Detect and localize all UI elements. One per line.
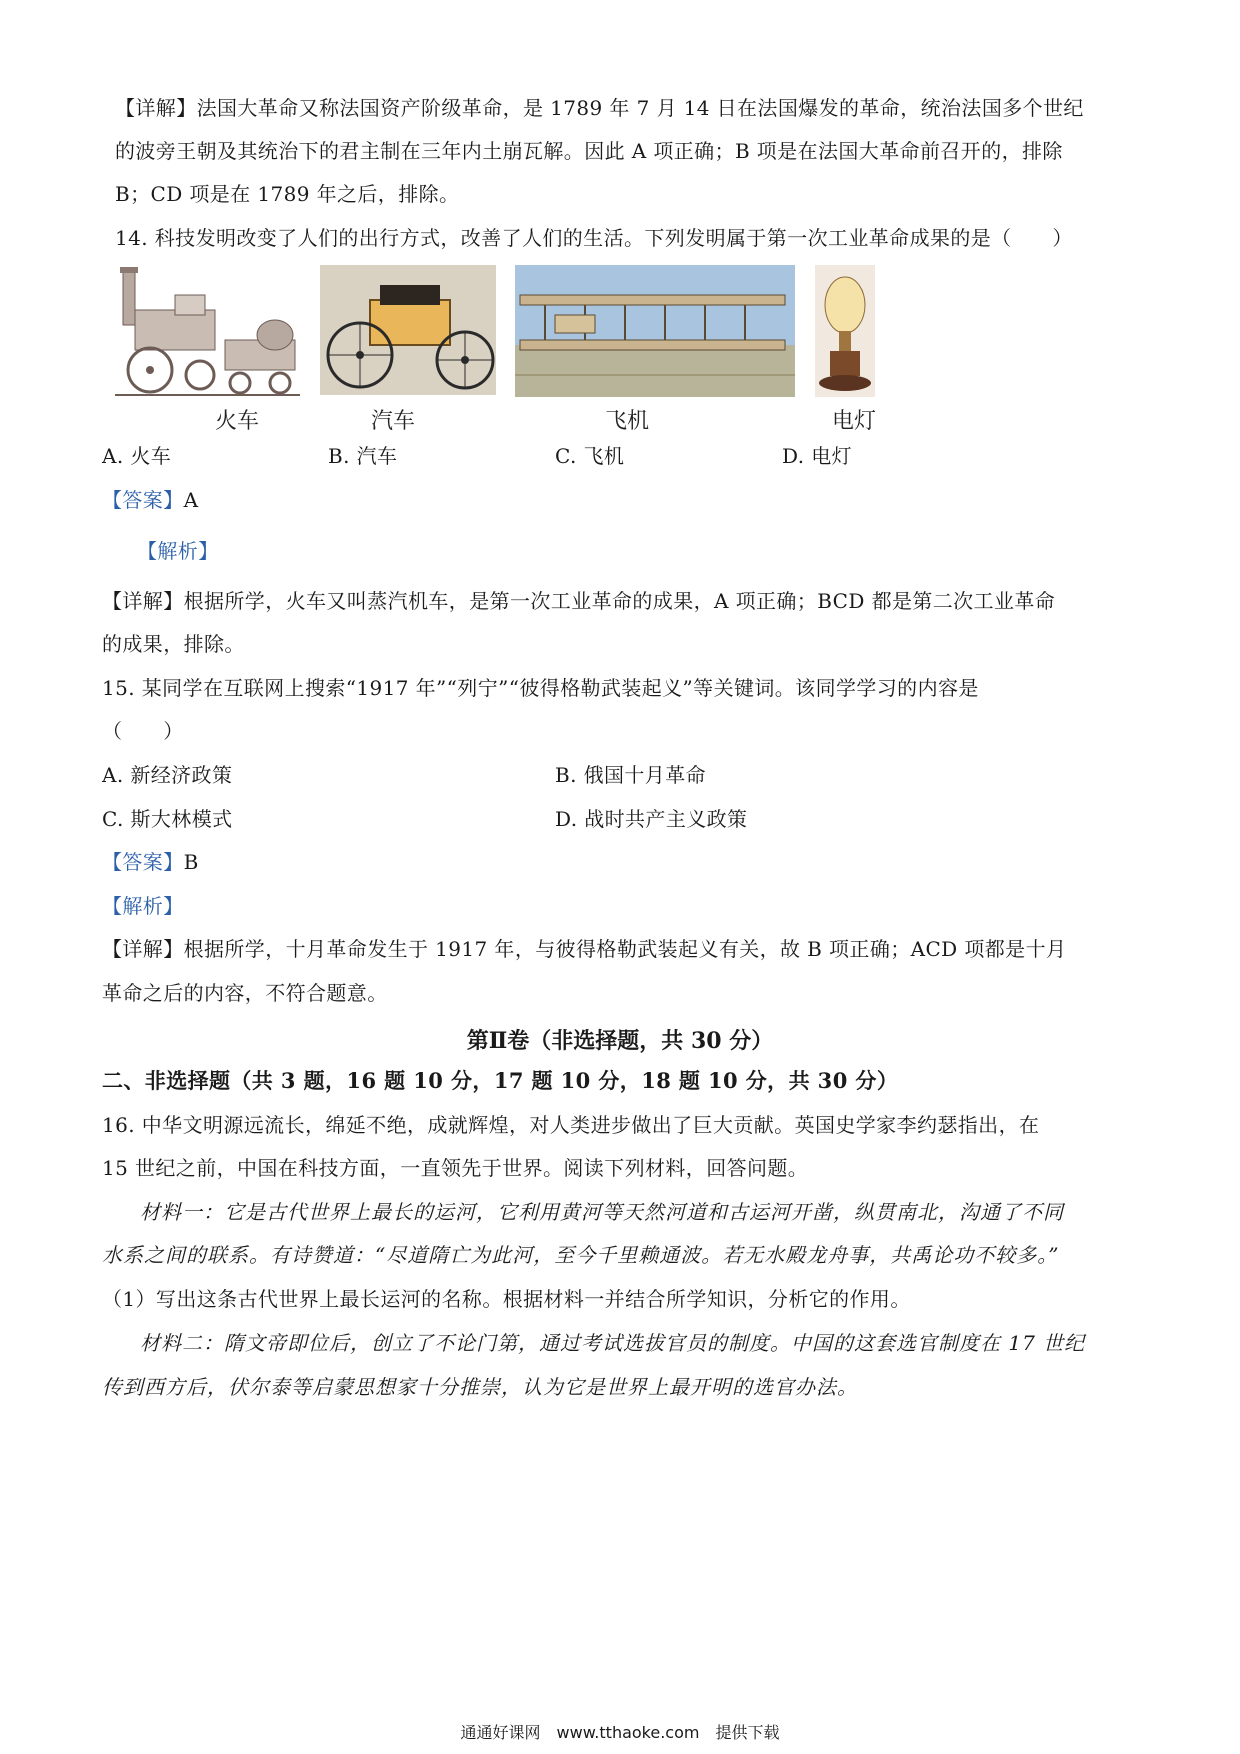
q15-stem-line2: （ ）	[102, 719, 184, 743]
q14-answer: 【答案】A	[102, 488, 199, 512]
q16-material2-line2: 传到西方后，伏尔泰等启蒙思想家十分推崇，认为它是世界上最开明的选官办法。	[102, 1375, 858, 1399]
q14-option-d: D. 电灯	[782, 444, 853, 468]
page-footer: 通通好课网 www.tthaoke.com 提供下载	[460, 1723, 780, 1742]
q15-stem-line1: 15. 某同学在互联网上搜索“1917 年”“列宁”“彼得格勒武装起义”等关键词。该同学学习的内容是	[102, 676, 979, 700]
q13-detail-line2: 的波旁王朝及其统治下的君主制在三年内土崩瓦解。因此 A 项正确；B 项是在法国大革命前召开的，排除	[115, 139, 1063, 163]
caption-lamp: 电灯	[832, 409, 877, 434]
train-image	[115, 265, 300, 400]
q15-option-d: D. 战时共产主义政策	[555, 807, 748, 831]
q14-option-c: C. 飞机	[555, 444, 625, 468]
caption-car: 汽车	[371, 409, 416, 434]
caption-train: 火车	[215, 409, 260, 434]
q16-stem-line1: 16. 中华文明源远流长，绵延不绝，成就辉煌，对人类进步做出了巨大贡献。英国史学家李约瑟指出，在	[102, 1113, 1040, 1137]
q15-detail-line1: 【详解】根据所学，十月革命发生于 1917 年，与彼得格勒武装起义有关，故 B 项正确；ACD 项都是十月	[102, 937, 1067, 961]
q13-detail-line3: B；CD 项是在 1789 年之后，排除。	[115, 182, 460, 206]
q15-analysis-tag: 【解析】	[102, 894, 184, 918]
caption-airplane: 飞机	[605, 409, 650, 434]
car-image	[320, 265, 496, 395]
q15-answer: 【答案】B	[102, 850, 199, 874]
q16-material1-line1: 材料一：它是古代世界上最长的运河，它利用黄河等天然河道和古运河开凿，纵贯南北，沟通了不同	[140, 1200, 1064, 1224]
q16-stem-line2: 15 世纪之前，中国在科技方面，一直领先于世界。阅读下列材料，回答问题。	[102, 1156, 809, 1180]
q15-option-a: A. 新经济政策	[102, 763, 233, 787]
q14-detail-line2: 的成果，排除。	[102, 632, 245, 656]
q16-subquestion1: （1）写出这条古代世界上最长运河的名称。根据材料一并结合所学知识，分析它的作用。	[102, 1287, 911, 1311]
lamp-image	[815, 265, 875, 397]
section-heading: 二、非选择题（共 3 题，16 题 10 分，17 题 10 分，18 题 10 分，共 30 分）	[102, 1068, 899, 1093]
q15-option-c: C. 斯大林模式	[102, 807, 233, 831]
q14-option-b: B. 汽车	[328, 444, 398, 468]
q14-option-a: A. 火车	[102, 444, 172, 468]
section-title: 第Ⅱ卷（非选择题，共 30 分）	[466, 1028, 774, 1054]
q16-material2-line1: 材料二：隋文帝即位后，创立了不论门第，通过考试选拔官员的制度。中国的这套选官制度在 17 世纪	[140, 1331, 1086, 1355]
q15-detail-line2: 革命之后的内容，不符合题意。	[102, 981, 388, 1005]
airplane-image	[515, 265, 795, 397]
q13-detail-line1: 【详解】法国大革命又称法国资产阶级革命，是 1789 年 7 月 14 日在法国爆发的革命，统治法国多个世纪	[115, 96, 1084, 120]
q14-analysis-tag: 【解析】	[137, 539, 219, 563]
q15-option-b: B. 俄国十月革命	[555, 763, 707, 787]
q14-detail-line1: 【详解】根据所学，火车又叫蒸汽机车，是第一次工业革命的成果，A 项正确；BCD 都是第二次工业革命	[102, 589, 1056, 613]
q14-stem: 14. 科技发明改变了人们的出行方式，改善了人们的生活。下列发明属于第一次工业革命成果的是（ ）	[115, 226, 1073, 250]
q16-material1-line2: 水系之间的联系。有诗赞道：“尽道隋亡为此河，至今千里赖通波。若无水殿龙舟事，共禹论功不较多。”	[102, 1243, 1060, 1267]
